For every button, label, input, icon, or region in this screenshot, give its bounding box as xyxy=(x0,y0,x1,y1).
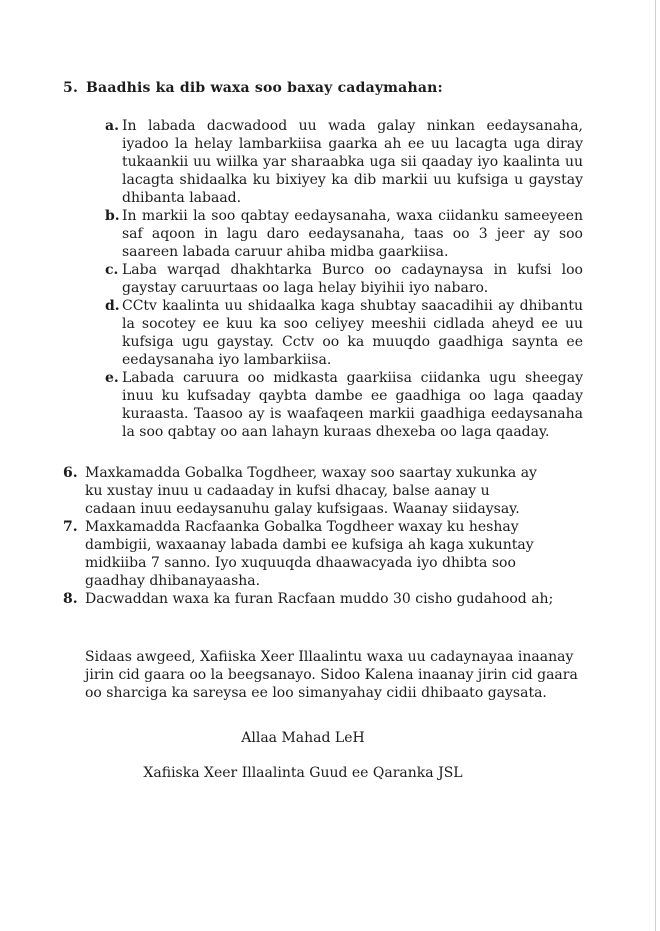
evidence-item-d-marker: d. xyxy=(105,298,120,314)
numbered-item-8 xyxy=(63,590,583,608)
evidence-item-c-text: Laba warqad dhakhtarka Burco oo cadaynaysa in kufsi loo gaystay caruurtaas oo laga helay biyihii iyo nabaro. xyxy=(122,262,583,296)
evidence-item-d xyxy=(105,297,583,369)
numbered-item-8-marker: 8. xyxy=(63,591,78,607)
numbered-item-7-text: Maxkamadda Racfaanka Gobalka Togdheer waxay ku heshay dambigii, waxaanay labada dambi ee kufsiga ah kaga xukuntay midkiiba 7 sanno. Iyo xuquuqda dhaawacyada iyo dhibta soo gaadhay dhibanayaasha. xyxy=(85,519,534,589)
blessing-line: Allaa Mahad LeH xyxy=(241,730,365,746)
evidence-list xyxy=(105,117,583,441)
evidence-item-e xyxy=(105,369,583,441)
evidence-item-a xyxy=(105,117,583,207)
signature-line: Xafiiska Xeer Illaalinta Guud ee Qaranka JSL xyxy=(143,765,463,781)
section-5-heading-text: Baadhis ka dib waxa soo baxay cadaymahan: xyxy=(86,80,443,96)
evidence-item-a-marker: a. xyxy=(105,118,119,134)
section-5-heading xyxy=(63,79,583,97)
numbered-item-6-text: Maxkamadda Gobalka Togdheer, waxay soo saartay xukunka ay ku xustay inuu u cadaaday in kufsi dhacay, balse aanay u cadaan inuu eedaysanuhu galay kufsigaas. Waanay siidaysay. xyxy=(85,465,537,517)
numbered-item-7-marker: 7. xyxy=(63,519,78,535)
evidence-item-d-text: CCtv kaalinta uu shidaalka kaga shubtay saacadihii ay dhibantu la socotey ee kuu ka soo celiyey meeshii cidlada aheyd ee uu kufsiga ugu gaystay. Cctv oo ka muuqdo gaadhiga saynta ee eedaysanaha iyo lambarkiisa. xyxy=(122,298,583,368)
evidence-item-b-marker: b. xyxy=(105,208,120,224)
page-edge-line xyxy=(655,0,656,931)
numbered-item-8-text: Dacwaddan waxa ka furan Racfaan muddo 30 cisho gudahood ah; xyxy=(85,591,554,607)
numbered-items-section xyxy=(63,464,583,608)
evidence-item-a-text: In labada dacwadood uu wada galay ninkan eedaysanaha, iyadoo la helay lambarkiisa gaarka ah ee uu lacagta uga diray tukaankii uu wiilka yar sharaabka uga sii qaaday iyo kaalinta uu lacagta shidaalka ku bixiyey ka dib markii uu kufsiga u gaystay dhibanta labaad. xyxy=(122,118,583,206)
numbered-item-6 xyxy=(63,464,583,518)
evidence-item-b xyxy=(105,207,583,261)
section-5-number: 5. xyxy=(63,80,79,96)
evidence-item-e-text: Labada caruura oo midkasta gaarkiisa ciidanka ugu sheegay inuu ku kufsaday qaybta dambe ee gaadhiga oo laga qaaday kuraasta. Taasoo ay is waafaqeen markii gaadhiga eedaysanaha la soo qabtay oo aan lahayn kuraas dhexeba oo laga qaaday. xyxy=(122,370,583,440)
evidence-item-c xyxy=(105,261,583,297)
numbered-item-6-marker: 6. xyxy=(63,465,78,481)
evidence-item-e-marker: e. xyxy=(105,370,119,386)
evidence-item-c-marker: c. xyxy=(105,262,119,278)
evidence-item-b-text: In markii la soo qabtay eedaysanaha, waxa ciidanku sameeyeen saf aqoon in lagu daro eedaysanaha, taas oo 3 jeer ay soo saareen labada caruur ahiba midba gaarkiisa. xyxy=(122,208,583,260)
closing-paragraph: Sidaas awgeed, Xafiiska Xeer Illaalintu waxa uu cadaynayaa inaanay jirin cid gaara oo la beegsanayo. Sidoo Kalena inaanay jirin cid gaara oo sharciga ka sareysa ee loo simanyahay cidii dhibaato gaysata. xyxy=(85,649,578,701)
numbered-item-7 xyxy=(63,518,583,590)
